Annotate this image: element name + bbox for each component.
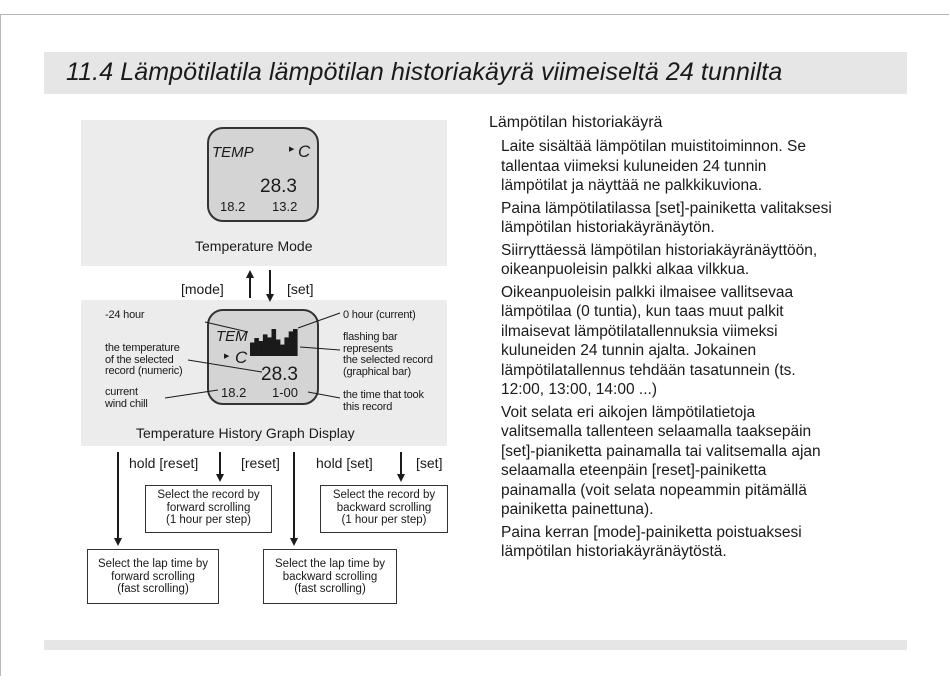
history-lcd-right-value: 1-00 [272,385,299,400]
lcd-temp-label: TEMP [212,144,254,161]
leader-wind-chill [165,390,218,398]
reset-label: [reset] [241,455,280,471]
paragraph [501,199,909,238]
paragraph-line: Siirryttäessä lämpötilan historiakäyränäyttöön, [501,241,818,259]
callout-zero-hour: 0 hour (current) [343,309,416,321]
temperature-mode-caption: Temperature Mode [195,238,313,254]
footer-bar [44,640,907,650]
body-text [489,114,909,565]
hold-reset-label: hold [reset] [129,455,199,471]
history-bar [293,329,298,356]
mode-button-label: [mode] [181,281,224,297]
callout-minus-24-hour: -24 hour [105,309,145,321]
paragraph-line: oikeanpuoleisin palkki alkaa vilkkua. [501,261,750,278]
paragraph [501,403,909,520]
history-lcd-arrow-icon: ▶ [224,353,230,360]
history-bar [276,340,281,357]
history-lcd-unit: C [235,348,248,367]
paragraph-line: lämpötilaa (0 tuntia), kun taas muut palkit [501,303,784,320]
paragraph [501,523,909,562]
paragraph-line: valitsemalla tallenteen selaamalla taaksepäin [501,423,812,440]
paragraph-line: painiketta painettuna). [501,501,654,518]
page-title: 11.4 Lämpötilatila lämpötilan historiakäyrä viimeiseltä 24 tunnilta [66,58,783,86]
leader-temp-selected [188,360,262,372]
lcd-arrow-icon: ▶ [289,146,295,153]
backward-scroll-box: Select the record by backward scrolling (1 hour per step) [320,485,448,533]
paragraph [501,241,909,280]
callout-flashing-bar: flashing bar represents the selected record (graphical bar) [343,331,433,378]
lcd-right-value: 13.2 [272,199,298,214]
callout-temp-selected: the temperature of the selected record (numeric) [105,342,183,377]
paragraph-line: lämpötilan historiakäyränäytöstä. [501,543,727,560]
leader-flashing [300,347,340,350]
history-bar-graph [250,329,298,356]
paragraph-line: lämpötilatallennus tehdään tasatunnein (ts. [501,361,796,379]
history-bar [254,338,259,356]
history-lcd-big-value: 28.3 [261,364,298,385]
lcd-left-value: 18.2 [220,199,246,214]
paragraph [501,283,909,400]
history-bar [250,343,255,357]
callout-time-took: the time that took this record [343,389,424,413]
history-bar [267,337,272,356]
history-bar [289,331,294,356]
history-bar [280,345,285,356]
paragraph-line: ilmaisevat lämpötilatallennuksia viimeksi [501,322,778,340]
hold-set-label: hold [set] [316,455,373,471]
leader-minus-24 [205,322,248,332]
lap-backward-box: Select the lap time by backward scrolling (fast scrolling) [263,549,397,604]
section-heading: Lämpötilan historiakäyrä [489,114,663,131]
callout-wind-chill: current wind chill [105,386,148,410]
history-lcd-label: TEM [216,328,248,345]
leader-zero-hour [298,313,340,328]
history-lcd-left-value: 18.2 [221,385,247,400]
paragraphs [489,137,909,562]
history-bar [259,341,264,356]
history-bar [263,334,268,356]
paragraph-line: [set]-pianiketta painamalla tai valitsemalla ajan [501,442,821,460]
paragraph-line: Oikeanpuoleisin palkki ilmaisee vallitsevaa [501,283,794,301]
paragraph-line: tallentaa viimeksi kuluneiden 24 tunnin [501,157,767,175]
paragraph-line: Voit selata eri aikojen lämpötilatietoja [501,403,756,421]
paragraph-line: 12:00, 13:00, 14:00 ...) [501,381,657,398]
lap-forward-box: Select the lap time by forward scrolling (fast scrolling) [87,549,219,604]
paragraph [501,137,909,196]
history-display-caption: Temperature History Graph Display [136,425,355,441]
paragraph-line: Laite sisältää lämpötilan muistitoiminnon. Se [501,138,806,155]
paragraph-line: lämpötilat ja näyttää ne palkkikuviona. [501,177,763,194]
paragraph-line: Paina kerran [mode]-painiketta poistuaksesi [501,523,802,541]
lcd-big-value: 28.3 [260,176,297,197]
history-bar [272,329,277,356]
paragraph-line: Paina lämpötilatilassa [set]-painiketta valitaksesi [501,199,832,217]
paragraph-line: selaamalla eteenpäin [reset]-painiketta [501,462,767,479]
lcd-unit: C [298,142,311,161]
paragraph-line: painamalla (voit selata nopeammin pitämällä [501,481,807,499]
set-label-bottom: [set] [416,455,443,471]
history-bar [284,337,289,356]
forward-scroll-box: Select the record by forward scrolling (1 hour per step) [145,485,272,533]
set-button-label: [set] [287,281,314,297]
paragraph-line: kuluneiden 24 tunnin ajalta. Jokainen [501,342,757,359]
paragraph-line: lämpötilan historiakäyränäytön. [501,219,715,236]
leader-time-took [308,392,340,398]
